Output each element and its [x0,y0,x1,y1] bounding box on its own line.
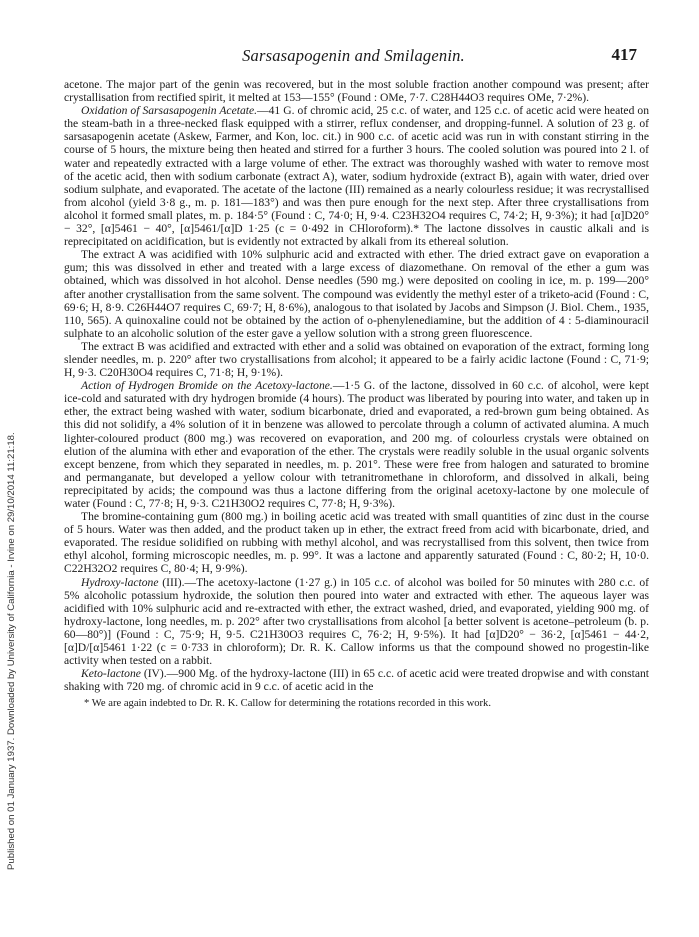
paragraph [64,667,649,693]
paragraph: The extract A was acidified with 10% sulphuric acid and extracted with ether. The dried extract gave on evaporation a gum; this was dissolved in ether and treated with a large excess of diazomethane. On removal of the ether a gum was obtained, which was dissolved in hot alcohol. Dense needles (590 mg.) were deposited on cooling in ice, m. p. 199—200° after another crystallisation from the same solvent. The compound was evidently the methyl ester of a triketo-acid (Found : C, 69·6; H, 8·9. C26H44O7 requires C, 69·7; H, 8·6%), analogous to that isolated by Jacobs and Simpson (J. Biol. Chem., 1935, 110, 565). A quinoxaline could not be obtained by the action of o-phenylenediamine, but the addition of 4 : 5-diaminouracil sulphate to an alcoholic solution of the ester gave a yellow solution with a strong green fluorescence. [64,248,649,340]
paragraph: The extract B was acidified and extracted with ether and a solid was obtained on evaporation of the extract, forming long slender needles, m. p. 220° after two crystallisations from alcohol; it appeared to be a fairly acidic lactone (Found : C, 71·9; H, 9·3. C20H30O4 requires C, 71·8; H, 9·1%). [64,339,649,380]
running-head: Sarsasapogenin and Smilagenin. [242,46,465,65]
paragraph-text: —1·5 G. of the lactone, dissolved in 60 c.c. of alcohol, were kept ice-cold and saturated with dry hydrogen bromide (4 hours). The product was liberated by pouring into water, and taken up in ether, the extract being washed with water, sodium bicarbonate, dried and evaporated, a red-brown gum being obtained. As this did not solidify, a 4% solution of it in benzene was allowed to percolate through a column of activated alumina. A much lighter-coloured product (800 mg.) was recovered on evaporation, and 200 mg. of colourless crystals were obtained on elution of the alumina with ether and evaporation of the ether. The crystals were readily soluble in the usual organic solvents except benzene, from which they separated in needles, m. p. 201°. These were free from halogen and saturated to bromine and permanganate, but developed a yellow colour with tetranitromethane in chloroform, and dissolved in alkali, being reprecipitated by acids; the compound was thus a lactone differing from the original acetoxy-lactone by one molecule of water (Found : C, 77·8; H, 9·3. C21H30O2 requires C, 77·8; H, 9·3%). [64,379,649,510]
paragraph [64,379,649,510]
paragraph [64,576,649,668]
paragraph [64,104,649,248]
paragraph-text: (III).—The acetoxy-lactone (1·27 g.) in 105 c.c. of alcohol was boiled for 50 minutes with 280 c.c. of 5% alcoholic potassium hydroxide, the solution then poured into water and extracted with ether. The aqueous layer was acidified with 10% sulphuric acid and re-extracted with ether, the extract washed, dried, and evaporated, yielding 900 mg. of hydroxy-lactone, long needles, m. p. 202° after two crystallisations from alcohol [a better solvent is acetone–petroleum (b. p. 60—80°)] (Found : C, 75·9; H, 9·5. C21H30O3 requires C, 76·2; H, 9·5%). It had [α]D20° − 36·2, [α]5461 − 44·2, [α]D/[α]5461 1·22 (c = 0·733 in chloroform); Dr. R. K. Callow informs us that the compound showed no progestin-like activity when tested on a rabbit. [64,575,649,668]
download-notice [4,110,18,870]
section-heading: Oxidation of Sarsasapogenin Acetate. [81,104,258,118]
page-header [64,46,643,68]
paragraph: acetone. The major part of the genin was recovered, but in the most soluble fraction another compound was present; after crystallisation from rectified spirit, it melted at 153—155° (Found : OMe, 7·7. C28H44O3 requires OMe, 7·2%). [64,78,649,105]
section-heading: Keto-lactone [81,667,141,681]
paragraph: The bromine-containing gum (800 mg.) in boiling acetic acid was treated with small quantities of zinc dust in the course of 5 hours. Water was then added, and the product taken up in ether, the extract freed from acid with bicarbonate, dried, and evaporated. The residue solidified on rubbing with methyl alcohol, and was recrystallised from this solvent, then twice from ethyl alcohol, forming microscopic needles, m. p. 99°. It was a lactone and apparently saturated (Found : C, 80·2; H, 10·0. C22H32O2 requires C, 80·4; H, 9·9%). [64,510,649,576]
page-number: 417 [611,45,637,64]
footnote: * We are again indebted to Dr. R. K. Callow for determining the rotations recorded in this work. [84,698,492,710]
download-notice-text: Published on 01 January 1937. Downloaded by University of California - Irvine on 29/10/2014 11:21:18. [6,432,17,870]
paragraph-text: (IV).—900 Mg. of the hydroxy-lactone (III) in 65 c.c. of acetic acid were treated dropwise and with constant shaking with 720 mg. of chromic acid in 9 c.c. of acetic acid in the [64,667,649,694]
section-heading: Hydroxy-lactone [81,575,159,589]
article-body [64,78,649,710]
section-heading: Action of Hydrogen Bromide on the Acetoxy-lactone. [81,379,333,393]
paragraph-text: —41 G. of chromic acid, 25 c.c. of water, and 125 c.c. of acetic acid were heated on the steam-bath in a three-necked flask equipped with a stirrer, reflux condenser, and dropping-funnel. A solution of 23 g. of sarsasapogenin acetate (Askew, Farmer, and Kon, loc. cit.) in 900 c.c. of acetic acid was run in with constant stirring in the course of 5 hours, the mixture being then heated and stirred for a further 3 hours. The cooled solution was poured into 2 l. of water and repeatedly extracted with a large volume of ether. The extract was thoroughly washed with water to remove most of the acetic acid, then with sodium carbonate (extract A), water, sodium hydroxide (extract B), again with water, dried over sodium sulphate, and evaporated. The acetate of the lactone (III) remained as a nearly colourless residue; it was recrystallised from alcohol (yield 3·8 g., m. p. 181—183°) and was then pure enough for the next step. After three crystallisations from alcohol it formed small plates, m. p. 184·5° (Found : C, 74·0; H, 9·4. C23H32O4 requires C, 74·2; H, 9·3%); it had [α]D20° − 32°, [α]5461 − 40°, [α]5461/[α]D 1·25 (c = 0·492 in CHloroform).* The lactone dissolves in caustic alkali and is reprecipitated on acidification, but is evidently not extracted by alkali from its ethereal solution. [64,104,650,249]
